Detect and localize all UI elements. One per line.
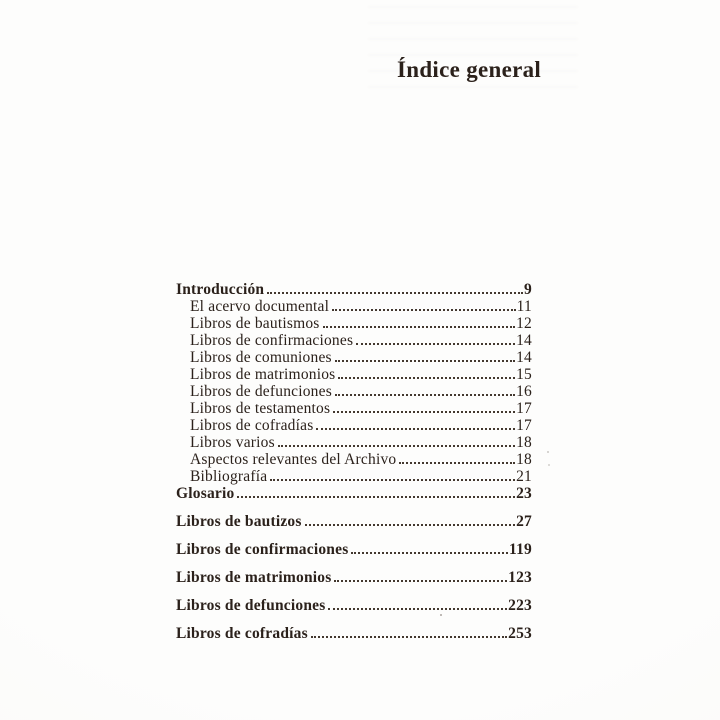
scan-speck [547, 451, 549, 453]
toc-entry [176, 366, 532, 383]
scan-speck [548, 464, 550, 466]
toc-entry [176, 625, 532, 642]
toc [176, 281, 532, 642]
dot-leader [335, 360, 515, 362]
toc-entry-label: Bibliografía [190, 468, 268, 485]
toc-entry [176, 513, 532, 530]
dot-leader [356, 343, 515, 345]
dot-leader [338, 377, 515, 379]
toc-entry-page: 11 [516, 298, 532, 315]
dot-leader [311, 636, 507, 638]
showthrough-line [368, 86, 578, 88]
toc-entry-label: Libros de matrimonios [176, 569, 332, 586]
toc-entry [176, 281, 532, 298]
toc-entry-label: Libros de matrimonios [190, 366, 336, 383]
toc-entry-label: Glosario [176, 485, 235, 502]
toc-entry [176, 383, 532, 400]
toc-entry-label: Libros de defunciones [190, 383, 332, 400]
showthrough-line [368, 38, 578, 40]
toc-entry-page: 16 [516, 383, 532, 400]
toc-entry-label: Libros varios [190, 434, 275, 451]
toc-entry [176, 332, 532, 349]
toc-entry [176, 451, 532, 468]
toc-entry-page: 18 [516, 434, 532, 451]
toc-entry-label: Libros de testamentos [190, 400, 331, 417]
toc-entry [176, 417, 532, 434]
toc-entry-page: 12 [516, 315, 532, 332]
dot-leader [305, 524, 515, 526]
toc-entry-label: Libros de bautismos [190, 315, 320, 332]
toc-entry-page: 15 [516, 366, 532, 383]
toc-entry-label: Aspectos relevantes del Archivo [190, 451, 397, 468]
toc-entry [176, 569, 532, 586]
toc-entry [176, 485, 532, 502]
showthrough-line [368, 6, 578, 8]
page-title: Índice general [397, 57, 542, 83]
dot-leader [237, 496, 515, 498]
toc-entry [176, 349, 532, 366]
dot-leader [332, 309, 516, 311]
scan-speck [440, 614, 442, 616]
toc-entry-page: 223 [508, 597, 532, 614]
dot-leader [333, 411, 515, 413]
toc-entry-page: 14 [516, 332, 532, 349]
toc-entry [176, 597, 532, 614]
toc-entry [176, 400, 532, 417]
toc-entry-page: 123 [508, 569, 532, 586]
toc-entry-page: 21 [516, 468, 532, 485]
dot-leader [399, 462, 515, 464]
dot-leader [334, 580, 507, 582]
toc-entry-page: 9 [524, 281, 532, 298]
toc-entry-label: Libros de defunciones [176, 597, 326, 614]
dot-leader [328, 608, 507, 610]
toc-entry-label: Libros de bautizos [176, 513, 302, 530]
dot-leader [270, 479, 515, 481]
toc-entry-page: 14 [516, 349, 532, 366]
toc-entry-label: Libros de comuniones [190, 349, 332, 366]
toc-entry-label: Libros de cofradías [176, 625, 308, 642]
toc-entry-page: 27 [516, 513, 532, 530]
dot-leader [323, 326, 516, 328]
reverse-page-showthrough [368, 6, 578, 102]
dot-leader [335, 394, 515, 396]
toc-entry-label: Libros de confirmaciones [190, 332, 354, 349]
showthrough-line [368, 22, 578, 24]
toc-entry-page: 253 [508, 625, 532, 642]
toc-entry [176, 434, 532, 451]
dot-leader [267, 292, 523, 294]
toc-entry-page: 119 [509, 541, 532, 558]
toc-entry [176, 298, 532, 315]
toc-entry-page: 23 [516, 485, 532, 502]
toc-entry-page: 18 [516, 451, 532, 468]
toc-entry-label: El acervo documental [190, 298, 330, 315]
toc-entry [176, 468, 532, 485]
toc-entry-page: 17 [516, 400, 532, 417]
toc-entry-label: Introducción [176, 281, 265, 298]
toc-entry-label: Libros de confirmaciones [176, 541, 349, 558]
dot-leader [278, 445, 515, 447]
dot-leader [351, 552, 508, 554]
toc-entry [176, 541, 532, 558]
toc-entry-page: 17 [516, 417, 532, 434]
toc-entry [176, 315, 532, 332]
dot-leader [316, 428, 515, 430]
toc-entry-label: Libros de cofradías [190, 417, 314, 434]
